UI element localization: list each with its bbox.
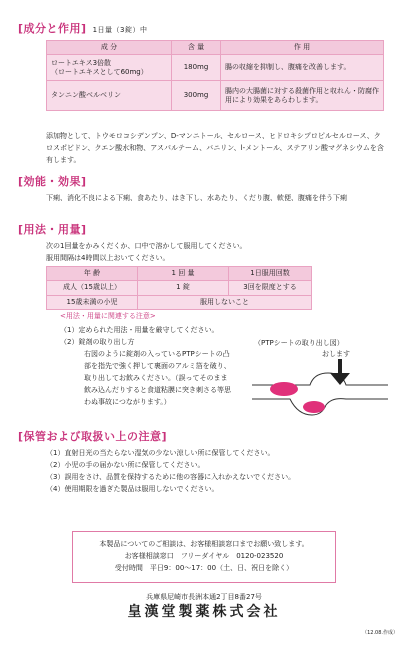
ingredient-effect: 腸の収縮を抑制し、腹痛を改善します。 [221,55,384,81]
dosage-amount: 1 錠 [138,281,229,295]
table-header: 含 量 [172,41,221,55]
table-header: 作 用 [221,41,384,55]
dosage-text-2: 服用間隔は4時間以上おいてください。 [46,254,170,262]
dosage-age: 成人（15歳以上） [47,281,138,295]
section-efficacy-title: [効能・効果] [18,175,87,188]
dosage-note-detail: 右図のように錠剤の入っているPTPシートの凸部を指先で強く押して裏面のアルミ箔を破り、取り出してお飲みください。（誤ってそのまま飲み込んだりすると食道粘膜に突き刺さる等思わぬ事故につながります。） [84,350,231,406]
dosage-table [46,266,312,310]
dosage-text-1: 次の1回量をかみくだくか、口中で溶かして服用してください。 [46,242,247,250]
ingredients-table [46,40,384,111]
ingredient-effect: 腸内の大腸菌に対する殺菌作用と収れん・防腐作用により効果をあらわします。 [221,81,384,111]
section-storage-title: [保管および取扱い上の注意] [18,430,168,443]
dosage-times: 3回を限度とする [229,281,312,295]
dosage-age: 15歳未満の小児 [47,295,138,309]
storage-list [46,447,384,495]
section-ingredients-title: [成分と作用] 1日量（3錠）中 [18,22,148,35]
ptp-figure-label: おします [322,350,350,358]
section-ingredients-subtitle: 1日量（3錠）中 [92,26,148,34]
list-item: （3）誤用をさけ、品質を保持するために他の容器に入れかえないでください。 [46,473,296,481]
ingredient-name: タンニン酸ベルベリン [47,81,172,111]
dosage-note: （1）定められた用法・用量を厳守してください。 [60,326,219,334]
company-name: 皇漢堂製薬株式会社 [127,604,281,620]
list-item: （2）小児の手の届かない所に保管してください。 [46,461,205,469]
contact-box [72,531,336,583]
ingredient-amount: 180mg [172,55,221,81]
additives-text: 添加物として、トウモロコシデンプン、D-マンニトール、セルロース、ヒドロキシプロピルセルロース、クロスポビドン、クエン酸水和物、アスパルテーム、バニリン、l-メントール、ステアリン酸マグネシウムを含有します。 [46,132,384,164]
dosage-amount: 服用しないこと [138,295,312,309]
dosage-notes-title: <用法・用量に関連する注意> [60,312,156,320]
section-dosage-title: [用法・用量] [18,223,87,236]
table-header: 成 分 [47,41,172,55]
document-code: （12.08.作成） [362,630,398,636]
list-item: （4）使用期限を過ぎた製品は服用しないでください。 [46,485,219,493]
ingredient-name: ロートエキス3倍散 （ロートエキスとして60mg） [47,55,172,81]
ptp-figure-caption: （PTPシートの取り出し図） [254,339,344,347]
contact-line: 本製品についてのご相談は、お客様相談窓口までお願い致します。 [99,540,309,548]
table-header: 1 回 量 [138,267,229,281]
table-header: 1日服用回数 [229,267,312,281]
efficacy-text: 下痢、消化不良による下痢、食あたり、はき下し、水あたり、くだり腹、軟便、腹痛を伴う下痢 [46,194,347,202]
table-header: 年 齢 [47,267,138,281]
contact-line: お客様相談窓口 フリーダイヤル 0120-023520 [124,552,284,560]
contact-line: 受付時間 平日9：00～17：00（土、日、祝日を除く） [114,564,294,572]
ptp-sheet-illustration [250,355,390,435]
dosage-note: （2）錠剤の取り出し方 [60,338,135,346]
ingredient-amount: 300mg [172,81,221,111]
company-address: 兵庫県尼崎市長洲本通2丁目8番27号 [146,593,262,601]
list-item: （1）直射日光の当たらない湿気の少ない涼しい所に保管してください。 [46,449,275,457]
